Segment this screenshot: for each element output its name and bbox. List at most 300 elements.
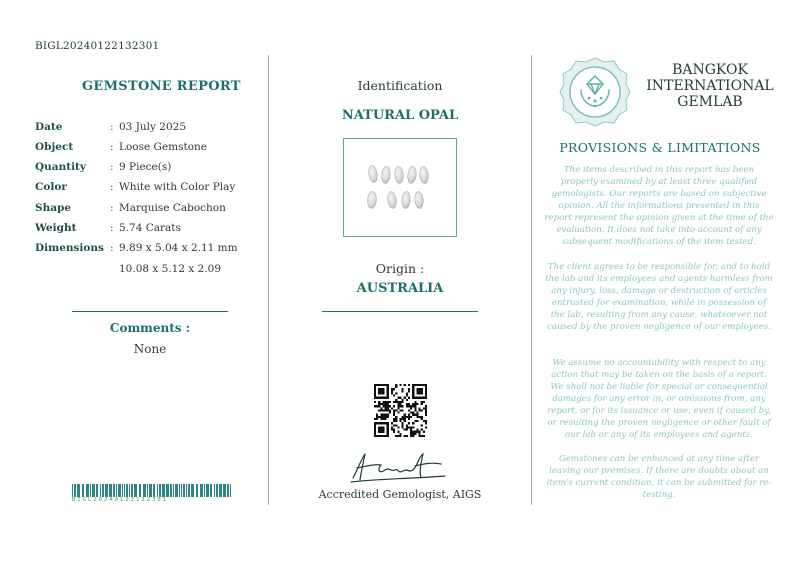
barcode-bar	[116, 484, 117, 497]
qr-module	[404, 429, 406, 431]
barcode-bar	[122, 484, 123, 497]
qr-module	[412, 433, 414, 435]
qr-module	[399, 401, 401, 403]
qr-module	[387, 435, 389, 437]
qr-module	[376, 397, 378, 399]
qr-module	[376, 435, 378, 437]
qr-module	[387, 405, 389, 407]
qr-module	[414, 405, 416, 407]
qr-module	[416, 384, 418, 386]
qr-module	[385, 422, 387, 424]
qr-module	[412, 388, 414, 390]
qr-module	[387, 395, 389, 397]
qr-module	[399, 405, 401, 407]
qr-module	[423, 397, 425, 399]
qr-module	[387, 409, 389, 411]
qr-module	[385, 384, 387, 386]
qr-module	[419, 409, 421, 411]
barcode-bar	[92, 484, 95, 497]
qr-module	[425, 412, 427, 414]
qr-module	[389, 409, 391, 411]
qr-module	[419, 392, 421, 394]
qr-module	[402, 390, 404, 392]
barcode-bar	[86, 484, 89, 497]
opal-stone	[401, 191, 411, 209]
barcode-bar	[219, 484, 222, 497]
qr-module	[393, 414, 395, 416]
qr-module	[374, 390, 376, 392]
qr-module	[374, 401, 376, 403]
barcode-bar	[159, 484, 161, 497]
qr-module	[393, 405, 395, 407]
field-colon: :	[110, 161, 114, 173]
qr-module	[385, 414, 387, 416]
comments-value: None	[133, 342, 167, 356]
qr-module	[378, 384, 380, 386]
qr-module	[408, 403, 410, 405]
barcode-bar	[102, 484, 104, 497]
qr-module	[387, 401, 389, 403]
provisions-paragraph-4: Gemstones can be enhanced at any time after leaving our premises. If there are doubts about an item's current condition, it can be submitted for re-testing.	[546, 454, 772, 500]
qr-module	[382, 390, 384, 392]
qr-module	[382, 422, 384, 424]
qr-module	[382, 414, 384, 416]
qr-module	[421, 435, 423, 437]
qr-module	[410, 429, 412, 431]
field-label: Object	[35, 141, 74, 153]
qr-module	[419, 388, 421, 390]
qr-module	[374, 384, 376, 386]
qr-module	[419, 435, 421, 437]
qr-module	[376, 416, 378, 418]
qr-module	[387, 416, 389, 418]
qr-module	[387, 384, 389, 386]
barcode-bar	[118, 484, 121, 497]
comments-divider	[72, 311, 228, 312]
qr-module	[404, 420, 406, 422]
qr-module	[404, 414, 406, 416]
barcode-bar	[72, 484, 73, 497]
qr-module	[380, 431, 382, 433]
qr-module	[374, 422, 376, 424]
qr-module	[414, 414, 416, 416]
gemologist-caption: Accredited Gemologist, AIGS	[318, 488, 482, 501]
field-colon: :	[110, 202, 114, 214]
field-colon: :	[110, 121, 114, 133]
qr-module	[389, 401, 391, 403]
qr-module	[421, 384, 423, 386]
qr-module	[416, 388, 418, 390]
barcode-bar	[129, 484, 130, 497]
qr-module	[421, 416, 423, 418]
qr-module	[380, 418, 382, 420]
qr-module	[406, 405, 408, 407]
qr-module	[382, 384, 384, 386]
qr-module	[374, 397, 376, 399]
qr-module	[385, 401, 387, 403]
provisions-paragraph-3: We assume no accountability with respect to any action that may be taken on the basis of a report. We shall not be liable for special or consequential damages for any error in, or omissions from, any report, or for its issuance or use, even if caused by, or resulting the proven negligence or other fault of our lab or any of its employees and agents.	[547, 358, 771, 440]
qr-module	[406, 426, 408, 428]
qr-module	[406, 424, 408, 426]
field-label: Dimensions	[35, 242, 104, 254]
gemstone-photo	[343, 138, 457, 237]
qr-module	[378, 390, 380, 392]
qr-module	[393, 420, 395, 422]
qr-module	[425, 397, 427, 399]
qr-module	[374, 431, 376, 433]
field-colon: :	[110, 242, 114, 254]
opal-stone	[387, 191, 398, 209]
field-label: Shape	[35, 202, 72, 214]
qr-module	[385, 409, 387, 411]
column-divider-left	[268, 55, 269, 505]
qr-module	[376, 384, 378, 386]
qr-module	[378, 422, 380, 424]
qr-module	[393, 395, 395, 397]
qr-module	[389, 412, 391, 414]
barcode-bar	[230, 484, 231, 497]
field-value: 5.74 Carats	[119, 222, 181, 234]
qr-module	[412, 431, 414, 433]
qr-module	[402, 416, 404, 418]
qr-module	[378, 405, 380, 407]
qr-module	[402, 424, 404, 426]
qr-module	[410, 435, 412, 437]
barcode-bar	[153, 484, 155, 497]
qr-module	[423, 407, 425, 409]
barcode-bar	[183, 484, 185, 497]
qr-module	[402, 405, 404, 407]
qr-module	[402, 418, 404, 420]
qr-module	[387, 390, 389, 392]
barcode	[72, 484, 232, 497]
qr-module	[408, 388, 410, 390]
qr-module	[395, 420, 397, 422]
qr-module	[382, 403, 384, 405]
qr-module	[382, 431, 384, 433]
barcode-bar	[147, 484, 148, 497]
qr-module	[406, 416, 408, 418]
qr-module	[402, 426, 404, 428]
qr-module	[419, 407, 421, 409]
qr-module	[402, 401, 404, 403]
qr-module	[395, 424, 397, 426]
qr-module	[399, 403, 401, 405]
qr-module	[421, 401, 423, 403]
qr-module	[385, 407, 387, 409]
qr-module	[414, 401, 416, 403]
qr-module	[412, 435, 414, 437]
provisions-paragraph-1: The items described in this report has been properly examined by at least three qualified gemologists. Our reports are based on subjective opinion. All the informations presented in this report represent the opinion given at the time of the evaluation. It does not take into account of any subsequent modifications of the item tested.	[544, 165, 774, 247]
qr-module	[385, 397, 387, 399]
qr-module	[402, 399, 404, 401]
qr-module	[421, 403, 423, 405]
qr-module	[404, 384, 406, 386]
qr-module	[423, 384, 425, 386]
qr-module	[397, 426, 399, 428]
qr-module	[376, 418, 378, 420]
qr-module	[408, 397, 410, 399]
qr-module	[412, 426, 414, 428]
qr-module	[414, 403, 416, 405]
qr-module	[408, 418, 410, 420]
qr-module	[382, 401, 384, 403]
qr-module	[406, 403, 408, 405]
qr-module	[382, 418, 384, 420]
qr-module	[391, 422, 393, 424]
qr-module	[425, 388, 427, 390]
qr-module	[391, 390, 393, 392]
qr-module	[410, 431, 412, 433]
qr-module	[425, 422, 427, 424]
qr-module	[402, 422, 404, 424]
qr-module	[416, 397, 418, 399]
field-colon: :	[110, 181, 114, 193]
qr-module	[399, 420, 401, 422]
qr-module	[382, 397, 384, 399]
report-title: GEMSTONE REPORT	[82, 79, 241, 94]
origin-divider	[322, 311, 478, 312]
barcode-bar	[82, 484, 84, 497]
qr-module	[395, 399, 397, 401]
barcode-bar	[105, 484, 108, 497]
qr-module	[374, 395, 376, 397]
qr-module	[376, 422, 378, 424]
barcode-bar	[90, 484, 91, 497]
qr-module	[380, 416, 382, 418]
qr-module	[412, 386, 414, 388]
barcode-bar	[223, 484, 226, 497]
barcode-bar	[206, 484, 209, 497]
qr-module	[416, 420, 418, 422]
barcode-bar	[210, 484, 212, 497]
qr-module	[378, 403, 380, 405]
barcode-bar	[181, 484, 182, 497]
barcode-bar	[166, 484, 169, 497]
qr-module	[380, 414, 382, 416]
qr-module	[412, 414, 414, 416]
qr-module	[425, 390, 427, 392]
qr-module	[376, 414, 378, 416]
qr-module	[414, 407, 416, 409]
barcode-bar	[188, 484, 190, 497]
origin-value: AUSTRALIA	[356, 281, 444, 296]
qr-module	[408, 414, 410, 416]
barcode-bar	[227, 484, 229, 497]
qr-module	[393, 388, 395, 390]
field-value: 9 Piece(s)	[119, 161, 172, 173]
qr-module	[416, 412, 418, 414]
qr-module	[416, 403, 418, 405]
barcode-bar	[200, 484, 203, 497]
qr-module	[380, 426, 382, 428]
qr-module	[412, 397, 414, 399]
qr-module	[380, 403, 382, 405]
signature	[345, 448, 455, 488]
qr-module	[412, 422, 414, 424]
opal-stone	[407, 166, 418, 184]
lab-name	[640, 62, 780, 110]
qr-module	[378, 388, 380, 390]
qr-module	[397, 407, 399, 409]
barcode-bar	[96, 484, 98, 497]
qr-module	[410, 412, 412, 414]
qr-module	[402, 409, 404, 411]
qr-module	[408, 409, 410, 411]
qr-module	[410, 407, 412, 409]
field-colon: :	[110, 222, 114, 234]
lab-logo	[559, 56, 631, 128]
qr-module	[419, 433, 421, 435]
qr-module	[423, 401, 425, 403]
qr-module	[380, 384, 382, 386]
qr-module	[399, 409, 401, 411]
opal-stones-image	[344, 139, 456, 236]
qr-module	[380, 388, 382, 390]
qr-module	[410, 426, 412, 428]
qr-module	[378, 426, 380, 428]
barcode-bar	[149, 484, 152, 497]
field-value: White with Color Play	[119, 181, 236, 193]
qr-module	[382, 435, 384, 437]
qr-module	[393, 431, 395, 433]
qr-module	[425, 426, 427, 428]
field-label: Date	[35, 121, 63, 133]
qr-module	[419, 390, 421, 392]
field-value: Loose Gemstone	[119, 141, 208, 153]
qr-module	[387, 392, 389, 394]
qr-module	[421, 418, 423, 420]
qr-module	[412, 405, 414, 407]
barcode-bar	[157, 484, 158, 497]
qr-module	[374, 418, 376, 420]
qr-module	[399, 418, 401, 420]
qr-module	[378, 397, 380, 399]
field-value: 9.89 x 5.04 x 2.11 mm	[119, 242, 238, 254]
qr-module	[374, 435, 376, 437]
barcode-bar	[173, 484, 174, 497]
barcode-bar	[186, 484, 187, 497]
qr-module	[395, 401, 397, 403]
opal-stone	[368, 165, 379, 183]
opal-stone	[414, 191, 424, 209]
qr-module	[412, 390, 414, 392]
qr-module	[395, 409, 397, 411]
field-colon: :	[110, 141, 114, 153]
qr-module	[421, 390, 423, 392]
qr-module	[380, 397, 382, 399]
qr-module	[419, 416, 421, 418]
qr-module	[416, 416, 418, 418]
qr-module	[416, 390, 418, 392]
qr-module	[408, 422, 410, 424]
field-label: Color	[35, 181, 67, 193]
qr-module	[378, 435, 380, 437]
qr-module	[389, 405, 391, 407]
qr-module	[382, 405, 384, 407]
qr-module	[421, 388, 423, 390]
qr-module	[387, 407, 389, 409]
qr-module	[380, 429, 382, 431]
qr-module	[385, 416, 387, 418]
qr-module	[410, 405, 412, 407]
barcode-bar	[126, 484, 128, 497]
qr-module	[387, 429, 389, 431]
qr-module	[391, 429, 393, 431]
qr-module	[385, 435, 387, 437]
qr-module	[408, 416, 410, 418]
qr-module	[419, 431, 421, 433]
qr-module	[425, 407, 427, 409]
qr-module	[391, 388, 393, 390]
qr-module	[404, 418, 406, 420]
qr-module	[382, 388, 384, 390]
qr-module	[382, 392, 384, 394]
qr-module	[397, 412, 399, 414]
barcode-bar	[143, 484, 146, 497]
qr-module	[408, 390, 410, 392]
qr-module	[393, 409, 395, 411]
field-label: Quantity	[35, 161, 87, 173]
qr-module	[391, 426, 393, 428]
qr-module	[387, 388, 389, 390]
field-value: Marquise Cabochon	[119, 202, 226, 214]
qr-module	[416, 429, 418, 431]
qr-module	[399, 433, 401, 435]
qr-module	[382, 409, 384, 411]
provisions-title: PROVISIONS & LIMITATIONS	[559, 140, 761, 155]
barcode-bar	[196, 484, 198, 497]
qr-module	[387, 433, 389, 435]
barcode-bar	[124, 484, 125, 497]
qr-module	[387, 414, 389, 416]
qr-module	[425, 414, 427, 416]
qr-module	[393, 418, 395, 420]
qr-module	[412, 412, 414, 414]
origin-label: Origin :	[375, 261, 425, 276]
barcode-bar	[175, 484, 178, 497]
qr-module	[414, 409, 416, 411]
qr-module	[380, 390, 382, 392]
qr-module	[404, 416, 406, 418]
field-value: 03 July 2025	[119, 121, 187, 133]
qr-module	[393, 429, 395, 431]
qr-module	[414, 397, 416, 399]
qr-module	[378, 401, 380, 403]
identification-label: Identification	[357, 78, 443, 93]
qr-module	[397, 397, 399, 399]
qr-module	[423, 431, 425, 433]
qr-module	[397, 403, 399, 405]
qr-module	[380, 435, 382, 437]
qr-module	[374, 429, 376, 431]
barcode-bar	[131, 484, 133, 497]
qr-module	[412, 395, 414, 397]
barcode-text: BIGL20240122132301	[72, 497, 169, 503]
lab-name-line-1: BANGKOK	[672, 62, 748, 78]
qr-module	[416, 414, 418, 416]
column-divider-right	[531, 55, 532, 505]
qr-module	[380, 422, 382, 424]
qr-module	[412, 392, 414, 394]
qr-module	[416, 431, 418, 433]
qr-module	[393, 412, 395, 414]
provisions-paragraph-2: The client agrees to be responsible for, and to hold the lab and its employees and agents harmless from any injury, loss, damage or destruction of articles entrusted for examination, while in possession of the lab, resulting from any cause, whatsoever not caused by the proven negligence of our employees.	[545, 262, 773, 332]
qr-module	[414, 431, 416, 433]
qr-module	[387, 424, 389, 426]
qr-module	[425, 395, 427, 397]
qr-module	[406, 399, 408, 401]
